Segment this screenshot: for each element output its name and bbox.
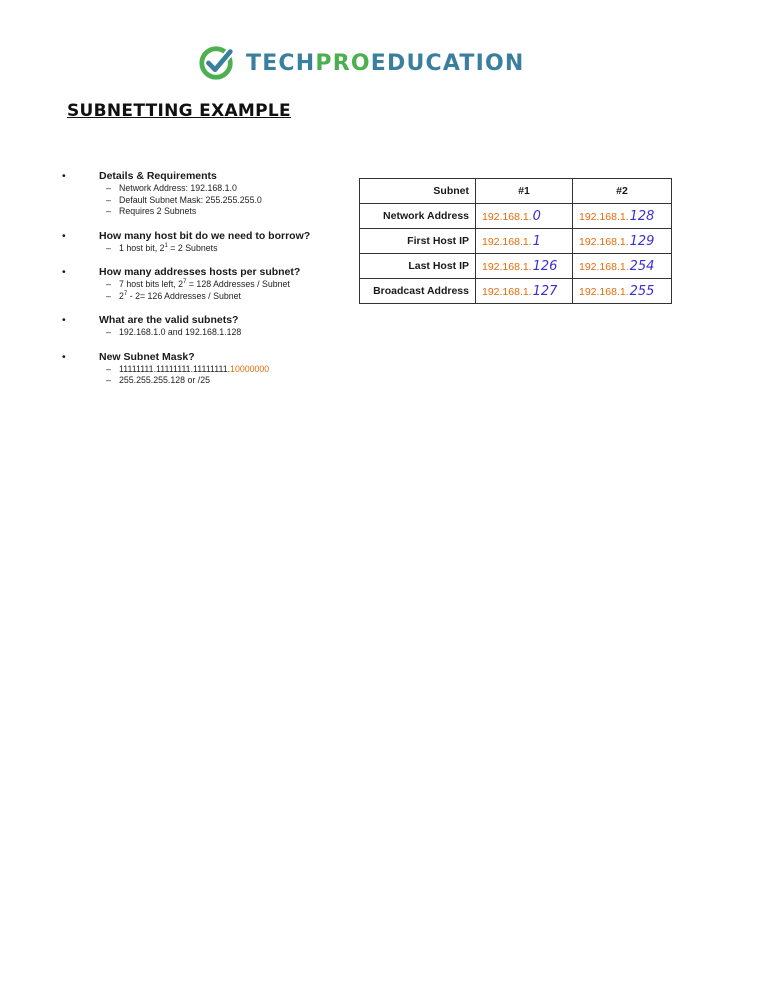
section-hosts (62, 266, 352, 302)
dash: – (106, 206, 111, 216)
table-cell: 192.168.1.255 (573, 279, 672, 304)
section-heading: What are the valid subnets? (99, 314, 239, 326)
table-cell: 192.168.1.126 (476, 254, 573, 279)
section-heading: Details & Requirements (99, 170, 217, 182)
brand-name-pro: PRO (315, 50, 371, 76)
list-item: 192.168.1.0 and 192.168.1.128 (119, 327, 242, 337)
bullet: • (62, 170, 66, 182)
bullet: • (62, 314, 66, 326)
bullet: • (62, 266, 66, 278)
list-item: 7 host bits left, $2^7 = 128$ Addresses / Subnet (119, 279, 290, 289)
section-heading: New Subnet Mask? (99, 350, 195, 363)
brand-logo (198, 44, 525, 82)
section-borrow (62, 230, 352, 255)
bullet: • (62, 350, 66, 363)
list-item: 255.255.255.128 or /25 (119, 375, 210, 385)
section-heading: How many host bit do we need to borrow? (99, 229, 311, 242)
subnet-table (359, 178, 672, 304)
dash: – (106, 279, 111, 289)
row-label: Network Address (360, 204, 476, 229)
dash: – (106, 183, 111, 193)
list-item: Requires 2 Subnets (119, 206, 197, 216)
column-header: #2 (573, 179, 672, 204)
brand-name-education: EDUCATION (370, 50, 525, 76)
list-item: Default Subnet Mask: 255.255.255.0 (119, 194, 262, 205)
dash: – (106, 375, 111, 385)
table-row (360, 204, 672, 229)
row-label: First Host IP (360, 229, 476, 254)
notes-list (62, 170, 352, 399)
dash: – (106, 194, 111, 205)
table-cell: 192.168.1.1 (476, 229, 573, 254)
column-header: #1 (476, 179, 573, 204)
table-cell: 192.168.1.128 (573, 204, 672, 229)
column-header: Subnet (360, 179, 476, 204)
list-item: 11111111.11111111.11111111.10000000 (119, 363, 270, 374)
bullet: • (62, 229, 66, 242)
table-cell: 192.168.1.0 (476, 204, 573, 229)
section-details (62, 170, 352, 218)
table-row (360, 229, 672, 254)
table-row (360, 254, 672, 279)
table-cell: 192.168.1.127 (476, 279, 573, 304)
section-heading: How many addresses hosts per subnet? (99, 266, 301, 278)
row-label: Last Host IP (360, 254, 476, 279)
brand-name-tech: TECH (246, 50, 316, 76)
dash: – (106, 363, 111, 374)
row-label: Broadcast Address (360, 279, 476, 304)
section-valid-subnets (62, 314, 352, 339)
dash: – (106, 290, 111, 301)
brand-name (246, 51, 525, 76)
dash: – (106, 242, 111, 253)
dash: – (106, 327, 111, 337)
table-cell: 192.168.1.254 (573, 254, 672, 279)
table-header-row (360, 179, 672, 204)
list-item: 1 host bit, $2^1 = 2$ Subnets (119, 242, 218, 253)
page-title: SUBNETTING EXAMPLE (67, 101, 291, 121)
table-cell: 192.168.1.129 (573, 229, 672, 254)
list-item: Network Address: 192.168.1.0 (119, 183, 237, 193)
checkmark-logo-icon (198, 44, 236, 82)
list-item: $2^7 - 2= 126$ Addresses / Subnet (119, 290, 241, 301)
table-row (360, 279, 672, 304)
section-new-mask (62, 351, 352, 387)
